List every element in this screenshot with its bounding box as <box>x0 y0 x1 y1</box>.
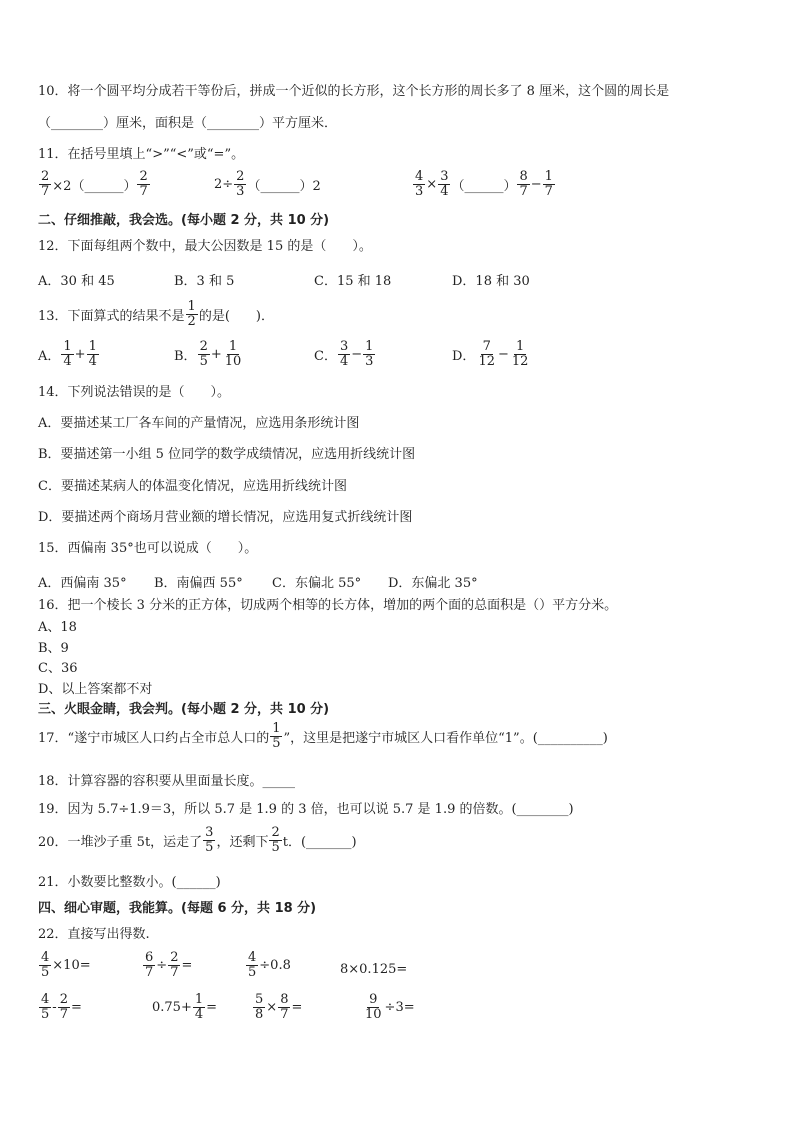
q22-r1c3: $\frac{4}{5}$ ÷0.8 <box>248 950 291 980</box>
q12-option-a: A．30 和 45 <box>38 274 115 289</box>
fraction: $\frac{8}{7}$ <box>519 169 528 199</box>
fraction: $\frac{3}{4}$ <box>339 339 349 369</box>
q11-stem: 11．在括号里填上“>”“<”或“=”。 <box>38 147 245 162</box>
q15-stem: 15．西偏南 35°也可以说成（ ）。 <box>38 541 258 556</box>
fraction: $\frac{9}{10}$ <box>365 992 382 1022</box>
q10-line1: 10．将一个圆平均分成若干等份后，拼成一个近似的长方形，这个长方形的周长多了 8 厘米，这个圆的周长是 <box>38 84 670 99</box>
q11-expr-1: $\frac{2}{7}$ ×2（______） $\frac{2}{7}$ <box>41 169 148 199</box>
q12-option-c: C．15 和 18 <box>314 274 392 289</box>
q13-option-a: A． $\frac{1}{4}$ + $\frac{1}{4}$ <box>38 339 97 369</box>
section-3-title: 三、火眼金睛，我会判。(每小题 2 分，共 10 分) <box>38 702 330 717</box>
fraction: $\frac{5}{8}$ <box>255 992 264 1022</box>
q14-option-a: A．要描述某工厂各车间的产量情况，应选用条形统计图 <box>38 416 360 431</box>
fraction: $\frac{1}{2}$ <box>187 299 196 329</box>
q22-stem: 22．直接写出得数. <box>38 927 150 942</box>
q14-stem: 14．下列说法错误的是（ ）。 <box>38 385 231 400</box>
q13-option-b: B． $\frac{2}{5}$ + $\frac{1}{10}$ <box>174 339 242 369</box>
q18: 18．计算容器的容积要从里面量长度。_____ <box>38 774 296 789</box>
q16-option-c: C、36 <box>38 661 78 676</box>
q16-option-d: D、以上答案都不对 <box>38 682 153 697</box>
fraction: $\frac{4}{5}$ <box>41 950 50 980</box>
q22-r2c2: 0.75+ $\frac{1}{4}$ = <box>152 992 218 1022</box>
q22-r2c4: $\frac{9}{10}$ ÷3= <box>365 992 415 1022</box>
q21: 21．小数要比整数小。(______) <box>38 875 221 890</box>
q16-option-b: B、9 <box>38 641 69 656</box>
q16-option-a: A、18 <box>38 620 77 635</box>
q11-expr-3: $\frac{4}{3}$ × $\frac{3}{4}$ （______） $\frac{8}{7}$ − $\frac{1}{7}$ <box>415 169 553 199</box>
fraction: $\frac{1}{12}$ <box>511 339 529 369</box>
fraction: $\frac{1}{4}$ <box>63 339 72 369</box>
fraction: $\frac{8}{7}$ <box>280 992 289 1022</box>
q22-r2c1: $\frac{4}{5}$ - $\frac{2}{7}$ = <box>41 992 82 1022</box>
q13-option-c: C． $\frac{3}{4}$ − $\frac{1}{3}$ <box>314 339 374 369</box>
fraction: $\frac{1}{7}$ <box>544 169 553 199</box>
fraction: $\frac{3}{5}$ <box>205 825 214 855</box>
q14-option-d: D．要描述两个商场月营业额的增长情况，应选用复式折线统计图 <box>38 510 413 525</box>
q16-stem: 16．把一个棱长 3 分米的正方体，切成两个相等的长方体，增加的两个面的总面积是（）平方分米。 <box>38 598 618 613</box>
q12-option-b: B．3 和 5 <box>174 274 235 289</box>
q13-stem: 13．下面算式的结果不是 $\frac{1}{2}$ 的是( )． <box>38 299 274 329</box>
q22-r2c3: $\frac{5}{8}$ × $\frac{8}{7}$ = <box>255 992 303 1022</box>
q22-r1c2: $\frac{6}{7}$ ÷ $\frac{2}{7}$ = <box>145 950 193 980</box>
fraction: $\frac{6}{7}$ <box>145 950 154 980</box>
fraction: $\frac{4}{3}$ <box>415 169 424 199</box>
fraction: $\frac{4}{5}$ <box>248 950 257 980</box>
q15-option-c: C．东偏北 55° <box>272 576 362 591</box>
q22-r1c1: $\frac{4}{5}$ ×10= <box>41 950 91 980</box>
q17: 17．“遂宁市城区人口约占全市总人口的 $\frac{1}{5}$ ”，这里是把遂宁市城区人口看作单位“1”。(__________) <box>38 721 608 751</box>
fraction: $\frac{2}{3}$ <box>236 169 245 199</box>
q13-option-d: D． $\frac{7}{12}$ − $\frac{1}{12}$ <box>452 339 529 369</box>
q15-option-a: A．西偏南 35° <box>38 576 127 591</box>
fraction: $\frac{2}{7}$ <box>139 169 148 199</box>
q15-option-d: D．东偏北 35° <box>388 576 478 591</box>
fraction: $\frac{1}{4}$ <box>88 339 97 369</box>
fraction: $\frac{3}{4}$ <box>440 169 449 199</box>
section-2-title: 二、仔细推敲，我会选。(每小题 2 分，共 10 分) <box>38 213 330 228</box>
fraction: $\frac{2}{5}$ <box>271 825 280 855</box>
fraction: $\frac{2}{7}$ <box>59 992 68 1022</box>
q14-option-c: C．要描述某病人的体温变化情况，应选用折线统计图 <box>38 479 347 494</box>
fraction: $\frac{2}{7}$ <box>41 169 50 199</box>
section-4-title: 四、细心审题，我能算。(每题 6 分，共 18 分) <box>38 901 317 916</box>
q11-expr-2: 2÷ $\frac{2}{3}$ （______）2 <box>214 169 321 199</box>
fraction: $\frac{1}{5}$ <box>272 721 281 751</box>
q12-stem: 12．下面每组两个数中，最大公因数是 15 的是（ ）。 <box>38 239 372 254</box>
q19: 19．因为 5.7÷1.9＝3，所以 5.7 是 1.9 的 3 倍，也可以说 5.7 是 1.9 的倍数。(________) <box>38 802 574 817</box>
fraction: $\frac{2}{7}$ <box>170 950 179 980</box>
fraction: $\frac{1}{10}$ <box>224 339 242 369</box>
q12-option-d: D．18 和 30 <box>452 274 530 289</box>
fraction: $\frac{1}{3}$ <box>365 339 374 369</box>
q10-line2: （________）厘米，面积是（________）平方厘米． <box>38 116 338 131</box>
fraction: $\frac{1}{4}$ <box>194 992 204 1022</box>
fraction: $\frac{2}{5}$ <box>199 339 208 369</box>
fraction: $\frac{7}{12}$ <box>478 339 495 369</box>
q22-r1c4: 8×0.125= <box>340 962 408 977</box>
fraction: $\frac{4}{5}$ <box>41 992 50 1022</box>
q20: 20．一堆沙子重 5t，运走了 $\frac{3}{5}$ ，还剩下 $\frac{2}{5}$ t．(_______) <box>38 825 357 855</box>
q15-option-b: B．南偏西 55° <box>154 576 243 591</box>
q14-option-b: B．要描述第一小组 5 位同学的数学成绩情况，应选用折线统计图 <box>38 447 416 462</box>
